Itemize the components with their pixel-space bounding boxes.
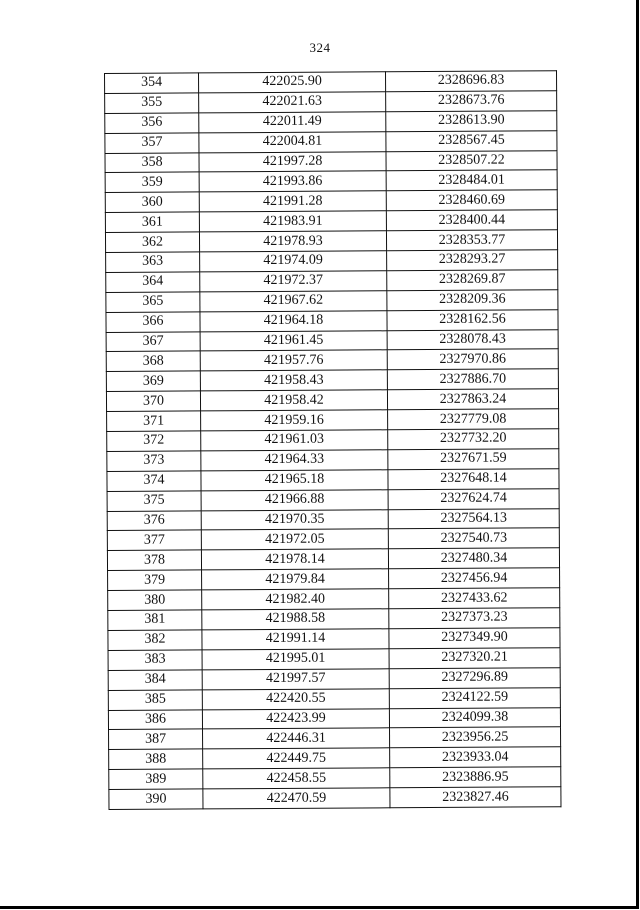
x-coordinate-cell: 421991.28 xyxy=(199,191,386,212)
y-coordinate-cell: 2328293.27 xyxy=(387,250,558,271)
point-number-cell: 382 xyxy=(108,630,202,650)
table-row xyxy=(107,449,559,472)
point-number-cell: 383 xyxy=(108,650,202,670)
x-coordinate-cell: 422420.55 xyxy=(202,688,389,709)
x-coordinate-cell: 421993.86 xyxy=(199,171,386,192)
x-coordinate-cell: 422449.75 xyxy=(203,748,390,769)
table-row xyxy=(109,767,561,790)
table-row xyxy=(106,250,558,273)
x-coordinate-cell: 421970.35 xyxy=(201,509,388,530)
x-coordinate-cell: 422011.49 xyxy=(199,112,386,133)
y-coordinate-cell: 2327373.23 xyxy=(389,608,560,629)
table-row xyxy=(108,628,560,651)
coordinate-table-container xyxy=(104,70,560,810)
point-number-cell: 390 xyxy=(109,789,203,809)
point-number-cell: 373 xyxy=(107,451,201,471)
y-coordinate-cell: 2324099.38 xyxy=(389,707,560,728)
y-coordinate-cell: 2323956.25 xyxy=(390,727,561,748)
x-coordinate-cell: 421988.58 xyxy=(202,609,389,630)
point-number-cell: 376 xyxy=(107,511,201,531)
point-number-cell: 360 xyxy=(105,192,199,212)
point-number-cell: 365 xyxy=(106,292,200,312)
x-coordinate-cell: 422470.59 xyxy=(203,788,390,809)
table-row xyxy=(105,170,557,193)
x-coordinate-cell: 421958.43 xyxy=(200,370,387,391)
coordinate-table-body xyxy=(105,71,561,810)
y-coordinate-cell: 2327480.34 xyxy=(388,548,559,569)
x-coordinate-cell: 421957.76 xyxy=(200,350,387,371)
table-row xyxy=(106,329,558,352)
table-row xyxy=(107,528,559,551)
point-number-cell: 368 xyxy=(106,351,200,371)
y-coordinate-cell: 2327456.94 xyxy=(389,568,560,589)
point-number-cell: 366 xyxy=(106,312,200,332)
y-coordinate-cell: 2327671.59 xyxy=(388,449,559,470)
table-row xyxy=(108,608,560,631)
table-row xyxy=(108,707,560,730)
table-row xyxy=(109,787,561,810)
table-row xyxy=(105,150,557,173)
y-coordinate-cell: 2323933.04 xyxy=(390,747,561,768)
y-coordinate-cell: 2328613.90 xyxy=(386,111,557,132)
y-coordinate-cell: 2328162.56 xyxy=(387,309,558,330)
table-row xyxy=(109,747,561,770)
y-coordinate-cell: 2327624.74 xyxy=(388,488,559,509)
point-number-cell: 379 xyxy=(108,570,202,590)
x-coordinate-cell: 421997.28 xyxy=(199,151,386,172)
x-coordinate-cell: 421983.91 xyxy=(199,211,386,232)
point-number-cell: 374 xyxy=(107,471,201,491)
table-row xyxy=(107,429,559,452)
table-row xyxy=(108,588,560,611)
table-row xyxy=(106,369,558,392)
y-coordinate-cell: 2327732.20 xyxy=(388,429,559,450)
point-number-cell: 389 xyxy=(109,769,203,789)
table-row xyxy=(107,409,559,432)
x-coordinate-cell: 421991.14 xyxy=(202,629,389,650)
x-coordinate-cell: 421997.57 xyxy=(202,668,389,689)
point-number-cell: 357 xyxy=(105,133,199,153)
y-coordinate-cell: 2328400.44 xyxy=(386,210,557,231)
y-coordinate-cell: 2328567.45 xyxy=(386,130,557,151)
x-coordinate-cell: 421972.37 xyxy=(200,271,387,292)
y-coordinate-cell: 2328269.87 xyxy=(387,270,558,291)
point-number-cell: 387 xyxy=(109,729,203,749)
y-coordinate-cell: 2327779.08 xyxy=(388,409,559,430)
point-number-cell: 388 xyxy=(109,749,203,769)
x-coordinate-cell: 422423.99 xyxy=(202,708,389,729)
page-number: 324 xyxy=(309,40,331,55)
table-row xyxy=(107,488,559,511)
y-coordinate-cell: 2328078.43 xyxy=(387,329,558,350)
x-coordinate-cell: 421965.18 xyxy=(201,470,388,491)
y-coordinate-cell: 2323827.46 xyxy=(390,787,561,808)
y-coordinate-cell: 2327863.24 xyxy=(387,389,558,410)
point-number-cell: 354 xyxy=(105,73,199,93)
x-coordinate-cell: 421972.05 xyxy=(201,529,388,550)
x-coordinate-cell: 421964.18 xyxy=(200,310,387,331)
table-row xyxy=(106,290,558,313)
table-row xyxy=(105,230,557,253)
x-coordinate-cell: 421964.33 xyxy=(201,450,388,471)
table-row xyxy=(106,349,558,372)
point-number-cell: 359 xyxy=(105,172,199,192)
y-coordinate-cell: 2323886.95 xyxy=(390,767,561,788)
x-coordinate-cell: 421979.84 xyxy=(202,569,389,590)
table-row xyxy=(107,469,559,492)
y-coordinate-cell: 2327349.90 xyxy=(389,628,560,649)
point-number-cell: 370 xyxy=(106,391,200,411)
y-coordinate-cell: 2327564.13 xyxy=(388,508,559,529)
table-row xyxy=(105,210,557,233)
y-coordinate-cell: 2327970.86 xyxy=(387,349,558,370)
table-row xyxy=(108,667,560,690)
point-number-cell: 378 xyxy=(107,550,201,570)
point-number-cell: 384 xyxy=(108,670,202,690)
point-number-cell: 356 xyxy=(105,113,199,133)
x-coordinate-cell: 421967.62 xyxy=(200,291,387,312)
point-number-cell: 367 xyxy=(106,331,200,351)
point-number-cell: 369 xyxy=(106,371,200,391)
point-number-cell: 377 xyxy=(107,530,201,550)
y-coordinate-cell: 2328460.69 xyxy=(386,190,557,211)
point-number-cell: 385 xyxy=(108,690,202,710)
y-coordinate-cell: 2327540.73 xyxy=(388,528,559,549)
x-coordinate-cell: 421958.42 xyxy=(200,390,387,411)
y-coordinate-cell: 2327433.62 xyxy=(389,588,560,609)
table-row xyxy=(107,548,559,571)
point-number-cell: 375 xyxy=(107,491,201,511)
y-coordinate-cell: 2324122.59 xyxy=(389,687,560,708)
y-coordinate-cell: 2328484.01 xyxy=(386,170,557,191)
point-number-cell: 363 xyxy=(106,252,200,272)
x-coordinate-cell: 421978.93 xyxy=(199,231,386,252)
point-number-cell: 362 xyxy=(105,232,199,252)
y-coordinate-cell: 2327320.21 xyxy=(389,648,560,669)
x-coordinate-cell: 421961.03 xyxy=(201,430,388,451)
point-number-cell: 386 xyxy=(108,709,202,729)
table-row xyxy=(108,687,560,710)
table-row xyxy=(106,309,558,332)
table-row xyxy=(109,727,561,750)
table-row xyxy=(105,91,557,114)
y-coordinate-cell: 2328673.76 xyxy=(386,91,557,112)
y-coordinate-cell: 2327648.14 xyxy=(388,469,559,490)
x-coordinate-cell: 421978.14 xyxy=(201,549,388,570)
table-row xyxy=(108,648,560,671)
coordinate-table xyxy=(104,70,561,810)
point-number-cell: 361 xyxy=(105,212,199,232)
x-coordinate-cell: 421961.45 xyxy=(200,330,387,351)
point-number-cell: 355 xyxy=(105,93,199,113)
table-row xyxy=(106,270,558,293)
point-number-cell: 358 xyxy=(105,152,199,172)
point-number-cell: 380 xyxy=(108,590,202,610)
table-row xyxy=(105,71,557,94)
point-number-cell: 371 xyxy=(107,411,201,431)
y-coordinate-cell: 2328209.36 xyxy=(387,290,558,311)
table-row xyxy=(108,568,560,591)
x-coordinate-cell: 421959.16 xyxy=(201,410,388,431)
x-coordinate-cell: 421966.88 xyxy=(201,489,388,510)
point-number-cell: 372 xyxy=(107,431,201,451)
table-row xyxy=(105,190,557,213)
x-coordinate-cell: 422446.31 xyxy=(203,728,390,749)
table-row xyxy=(107,508,559,531)
x-coordinate-cell: 421974.09 xyxy=(200,251,387,272)
table-row xyxy=(106,389,558,412)
y-coordinate-cell: 2328353.77 xyxy=(386,230,557,251)
x-coordinate-cell: 422458.55 xyxy=(203,768,390,789)
y-coordinate-cell: 2327296.89 xyxy=(389,667,560,688)
x-coordinate-cell: 421995.01 xyxy=(202,649,389,670)
x-coordinate-cell: 422025.90 xyxy=(199,72,386,93)
point-number-cell: 381 xyxy=(108,610,202,630)
y-coordinate-cell: 2327886.70 xyxy=(387,369,558,390)
point-number-cell: 364 xyxy=(106,272,200,292)
table-row xyxy=(105,111,557,134)
y-coordinate-cell: 2328696.83 xyxy=(385,71,556,92)
table-row xyxy=(105,130,557,153)
x-coordinate-cell: 421982.40 xyxy=(202,589,389,610)
y-coordinate-cell: 2328507.22 xyxy=(386,150,557,171)
x-coordinate-cell: 422021.63 xyxy=(199,92,386,113)
x-coordinate-cell: 422004.81 xyxy=(199,131,386,152)
